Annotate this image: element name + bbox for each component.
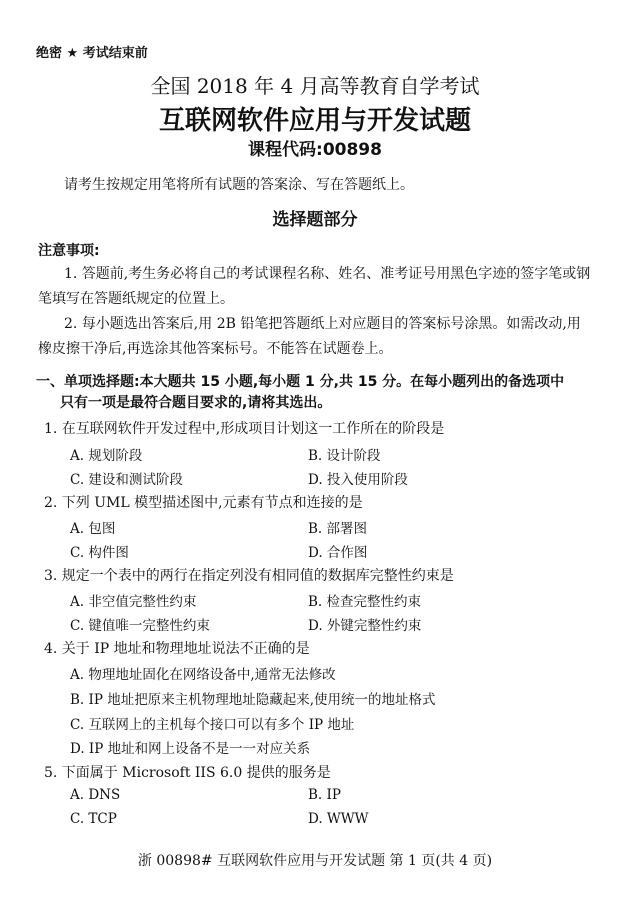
- question-option: C. TCP: [70, 811, 117, 827]
- question-option: A. 包图: [70, 521, 116, 537]
- answer-instruction: 请考生按规定用笔将所有试题的答案涂、写在答题纸上。: [64, 177, 414, 193]
- notes-title: 注意事项:: [38, 243, 100, 259]
- paper-title: 互联网软件应用与开发试题: [158, 106, 471, 136]
- question-option: A. DNS: [70, 787, 121, 803]
- question-option: D. IP 地址和网上设备不是一一对应关系: [70, 741, 311, 757]
- question-option: B. IP: [308, 787, 341, 803]
- exam-title: 全国 2018 年 4 月高等教育自学考试: [150, 74, 480, 98]
- question-stem: 4. 关于 IP 地址和物理地址说法不正确的是: [44, 641, 310, 657]
- question-option: C. 构件图: [70, 545, 129, 561]
- part-heading-line: 只有一项是最符合题目要求的,请将其选出。: [60, 395, 332, 411]
- question-option: B. 设计阶段: [308, 448, 381, 464]
- note-item: 1. 答题前,考生务必将自己的考试课程名称、姓名、准考证号用黑色字迹的签字笔或钢笔填写在答题纸规定的位置上。: [38, 266, 591, 307]
- question-option: C. 互联网上的主机每个接口可以有多个 IP 地址: [70, 717, 355, 733]
- page-footer: 浙 00898# 互联网软件应用与开发试题 第 1 页(共 4 页): [137, 853, 493, 869]
- section-title: 选择题部分: [272, 210, 358, 230]
- question-option: A. 物理地址固化在网络设备中,通常无法修改: [70, 667, 336, 683]
- question-option: D. 合作图: [308, 545, 368, 561]
- question-option: C. 建设和测试阶段: [70, 472, 183, 488]
- question-option: B. 部署图: [308, 521, 368, 537]
- question-stem: 1. 在互联网软件开发过程中,形成项目计划这一工作所在的阶段是: [44, 421, 445, 437]
- question-option: C. 键值唯一完整性约束: [70, 618, 210, 634]
- question-option: D. 外键完整性约束: [308, 618, 422, 634]
- question-option: A. 非空值完整性约束: [70, 594, 197, 610]
- part-heading: [36, 372, 596, 414]
- confidential-label: 绝密 ★ 考试结束前: [36, 46, 148, 61]
- note-item: 2. 每小题选出答案后,用 2B 铅笔把答题纸上对应题目的答案标号涂黑。如需改动,用橡皮擦干净后,再选涂其他答案标号。不能答在试题卷上。: [38, 316, 581, 357]
- part-heading-line: 一、单项选择题:本大题共 15 小题,每小题 1 分,共 15 分。在每小题列出的备选项中: [36, 374, 565, 390]
- question-stem: 2. 下列 UML 模型描述图中,元素有节点和连接的是: [44, 495, 363, 511]
- question-stem: 3. 规定一个表中的两行在指定列没有相同值的数据库完整性约束是: [44, 568, 454, 584]
- question-option: D. WWW: [308, 811, 369, 827]
- question-option: D. 投入使用阶段: [308, 472, 408, 488]
- question-stem: 5. 下面属于 Microsoft IIS 6.0 提供的服务是: [44, 765, 331, 781]
- question-option: A. 规划阶段: [70, 448, 143, 464]
- question-option: B. IP 地址把原来主机物理地址隐藏起来,使用统一的地址格式: [70, 692, 436, 708]
- course-code: 课程代码:00898: [248, 140, 382, 160]
- question-option: B. 检查完整性约束: [308, 594, 422, 610]
